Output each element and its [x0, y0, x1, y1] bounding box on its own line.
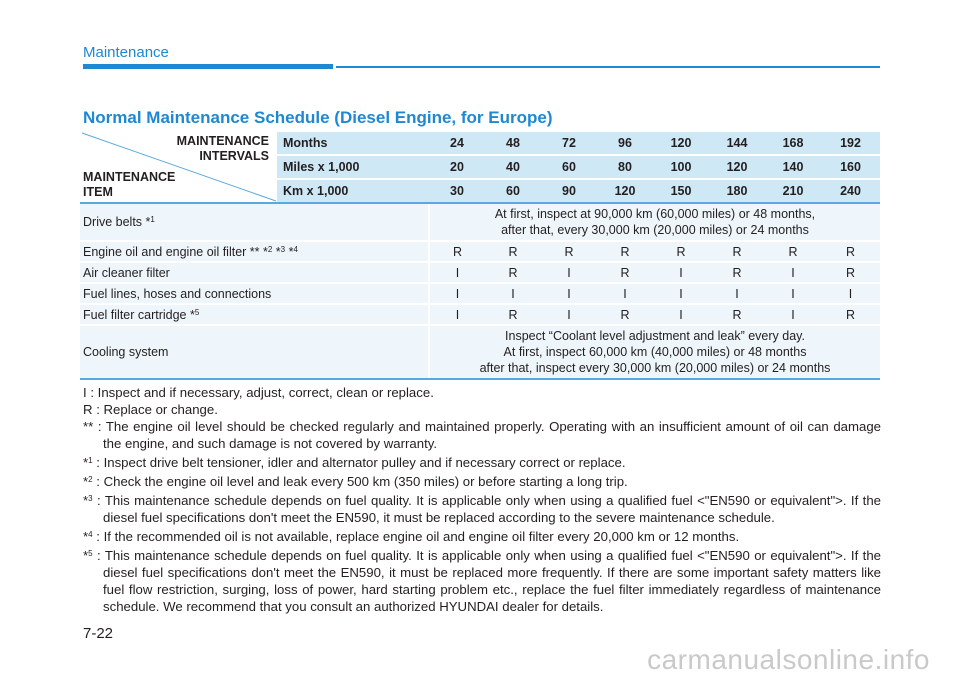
item-value: I: [765, 262, 821, 283]
item-value: I: [765, 283, 821, 304]
interval-value: 160: [821, 155, 880, 179]
interval-value: 100: [653, 155, 709, 179]
note-1: *$^1$ : Inspect drive belt tensioner, idler and alternator pulley and if necessary correct or replace.: [83, 455, 626, 470]
interval-value: 150: [653, 179, 709, 203]
schedule-row-engine-oil: [80, 241, 880, 262]
item-name: Engine oil and engine oil filter ** *$^2$ *$^3$ *$^4$: [80, 241, 429, 262]
item-value: I: [709, 283, 765, 304]
interval-value: 40: [485, 155, 541, 179]
header-bar-thick: [83, 64, 333, 69]
item-value: R: [597, 241, 653, 262]
item-value: R: [821, 304, 880, 325]
item-value: I: [485, 283, 541, 304]
interval-value: 30: [429, 179, 485, 203]
corner-intervals-label: MAINTENANCE INTERVALS: [176, 134, 269, 163]
item-value: I: [429, 304, 485, 325]
schedule-row-drive-belts: [80, 203, 880, 241]
page-number: 7-22: [83, 625, 114, 642]
note-4: *$^4$ : If the recommended oil is not available, replace engine oil and engine oil filter every 20,000 km or 12 months.: [83, 529, 740, 544]
schedule-row-fuel-lines: [80, 283, 880, 304]
note-5: *$^5$ : This maintenance schedule depends on fuel quality. It is applicable only when using a qualified fuel <"EN590 or equivalent">. If the diesel fuel specifications don't meet the EN590, it must be replaced more frequently. If there are some important safety matters like fuel flow restriction, surging, loss of power, hard starting problem etc., replace the fuel filter immediately regardless of maintenance schedule. We recommend that you consult an authorized HYUNDAI dealer for details.: [83, 548, 881, 614]
interval-value: 20: [429, 155, 485, 179]
item-value: R: [653, 241, 709, 262]
item-note: At first, inspect at 90,000 km (60,000 miles) or 48 months, after that, every 30,000 km (20,000 miles) or 24 months: [429, 203, 880, 241]
item-value: R: [765, 241, 821, 262]
interval-label: Miles x 1,000: [276, 155, 429, 179]
interval-label: Km x 1,000: [276, 179, 429, 203]
interval-value: 240: [821, 179, 880, 203]
interval-value: 60: [485, 179, 541, 203]
watermark: carmanualsonline.info: [647, 644, 930, 675]
schedule-row-cooling-system: [80, 325, 880, 379]
item-name-extra-marks: *$^3$ *$^4$: [272, 244, 298, 259]
interval-value: 90: [541, 179, 597, 203]
interval-value: 48: [485, 132, 541, 155]
interval-value: 180: [709, 179, 765, 203]
item-value: R: [597, 262, 653, 283]
interval-value: 96: [597, 132, 653, 155]
item-value: R: [821, 262, 880, 283]
item-value: I: [429, 262, 485, 283]
item-value: I: [541, 262, 597, 283]
item-name: Cooling system: [80, 325, 429, 379]
item-name: Drive belts *$^1$: [80, 203, 429, 241]
interval-value: 140: [765, 155, 821, 179]
interval-value: 192: [821, 132, 880, 155]
item-value: R: [541, 241, 597, 262]
item-value: R: [709, 241, 765, 262]
item-value: R: [485, 262, 541, 283]
section-title: Maintenance: [83, 44, 169, 61]
interval-value: 210: [765, 179, 821, 203]
interval-value: 72: [541, 132, 597, 155]
item-value: I: [653, 283, 709, 304]
interval-value: 120: [653, 132, 709, 155]
item-value: I: [653, 304, 709, 325]
note-inspect: I : Inspect and if necessary, adjust, correct, clean or replace.: [83, 385, 434, 400]
interval-value: 168: [765, 132, 821, 155]
header-bar-thin: [336, 66, 880, 68]
item-value: I: [653, 262, 709, 283]
legend-notes: [83, 384, 881, 615]
item-value: I: [429, 283, 485, 304]
header-corner: [80, 132, 276, 203]
schedule-row-fuel-filter: [80, 304, 880, 325]
interval-label: Months: [276, 132, 429, 155]
item-value: R: [429, 241, 485, 262]
item-value: I: [541, 304, 597, 325]
interval-value: 120: [709, 155, 765, 179]
corner-item-label: MAINTENANCE ITEM: [83, 170, 176, 199]
item-name: Fuel filter cartridge *$^5$: [80, 304, 429, 325]
interval-value: 80: [597, 155, 653, 179]
interval-row-months: [80, 132, 880, 155]
note-double-star: ** : The engine oil level should be checked regularly and maintained properly. Operating with an insufficient amount of oil can damage the engine, and such damage is not covered by warranty.: [83, 419, 881, 451]
interval-value: 144: [709, 132, 765, 155]
item-name: Fuel lines, hoses and connections: [80, 283, 429, 304]
schedule-row-air-cleaner: [80, 262, 880, 283]
item-note: Inspect “Coolant level adjustment and leak” every day. At first, inspect 60,000 km (40,000 miles) or 48 months after that, inspect every 30,000 km (20,000 miles) or 24 months: [429, 325, 880, 379]
item-value: R: [709, 262, 765, 283]
item-value: R: [709, 304, 765, 325]
note-3: *$^3$ : This maintenance schedule depends on fuel quality. It is applicable only when using a qualified fuel <"EN590 or equivalent">. If the diesel fuel specifications don't meet the EN590, it must be replaced according to the severe maintenance schedule.: [83, 493, 881, 525]
item-value: R: [485, 304, 541, 325]
note-replace: R : Replace or change.: [83, 402, 218, 417]
item-value: I: [541, 283, 597, 304]
item-name: Air cleaner filter: [80, 262, 429, 283]
table-title: Normal Maintenance Schedule (Diesel Engine, for Europe): [83, 108, 553, 127]
item-value: R: [485, 241, 541, 262]
item-value: I: [821, 283, 880, 304]
item-value: R: [821, 241, 880, 262]
note-2: *$^2$ : Check the engine oil level and leak every 500 km (350 miles) or before starting a long trip.: [83, 474, 628, 489]
interval-value: 24: [429, 132, 485, 155]
item-value: R: [597, 304, 653, 325]
interval-value: 60: [541, 155, 597, 179]
interval-value: 120: [597, 179, 653, 203]
maintenance-schedule-table: [80, 132, 880, 380]
item-value: I: [597, 283, 653, 304]
item-value: I: [765, 304, 821, 325]
